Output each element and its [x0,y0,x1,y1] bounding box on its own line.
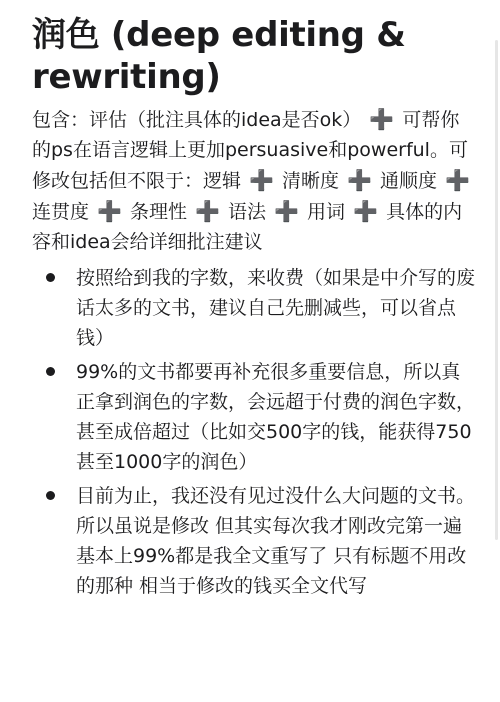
plus-icon: ➕ [445,168,470,192]
bullet-list [32,263,478,601]
plus-icon: ➕ [274,199,299,223]
list-item-text: 按照给到我的字数，来收费（如果是中介写的废话太多的文书，建议自己先删减些，可以省点钱） [76,267,476,349]
intro-text-2: 可帮你的ps在语言逻辑上更加persuasive和powerful。可修改包括但不限于：逻辑 [32,109,468,192]
plus-icon: ➕ [195,199,220,223]
bullet-dot-icon [46,491,55,500]
page-title: 润色 (deep editing & rewriting) [32,15,406,97]
bullet-dot-icon [46,367,55,376]
intro-text-9: 具体的内容和idea会给详细批注建议 [32,201,463,253]
intro-text-1: 包含：评估（批注具体的idea是否ok） [32,109,362,131]
intro-text-6: 条理性 [130,201,188,223]
plus-icon: ➕ [369,107,395,131]
intro-text-4: 通顺度 [380,170,438,192]
intro-text-5: 连贯度 [32,201,90,223]
scrollbar[interactable] [495,40,498,540]
plus-icon: ➕ [353,199,379,223]
intro-text-8: 用词 [307,201,346,223]
intro-paragraph [32,104,478,257]
list-item [32,357,478,477]
intro-text-7: 语法 [228,201,267,223]
list-item [32,263,478,353]
list-item [32,481,478,601]
list-item-text: 目前为止，我还没有见过没什么大问题的文书。所以虽说是修改 但其实每次我才刚改完第一遍 基本上99%都是我全文重写了 只有标题不用改的那种 相当于修改的钱买全文代写 [76,485,476,597]
bullet-dot-icon [46,273,55,282]
plus-icon: ➕ [97,199,122,223]
plus-icon: ➕ [347,168,372,192]
plus-icon: ➕ [249,168,274,192]
intro-text-3: 清晰度 [282,170,340,192]
list-item-text: 99%的文书都要再补充很多重要信息，所以真正拿到润色的字数，会远超于付费的润色字数，甚至成倍超过（比如交500字的钱，能获得750甚至1000字的润色） [76,361,476,473]
